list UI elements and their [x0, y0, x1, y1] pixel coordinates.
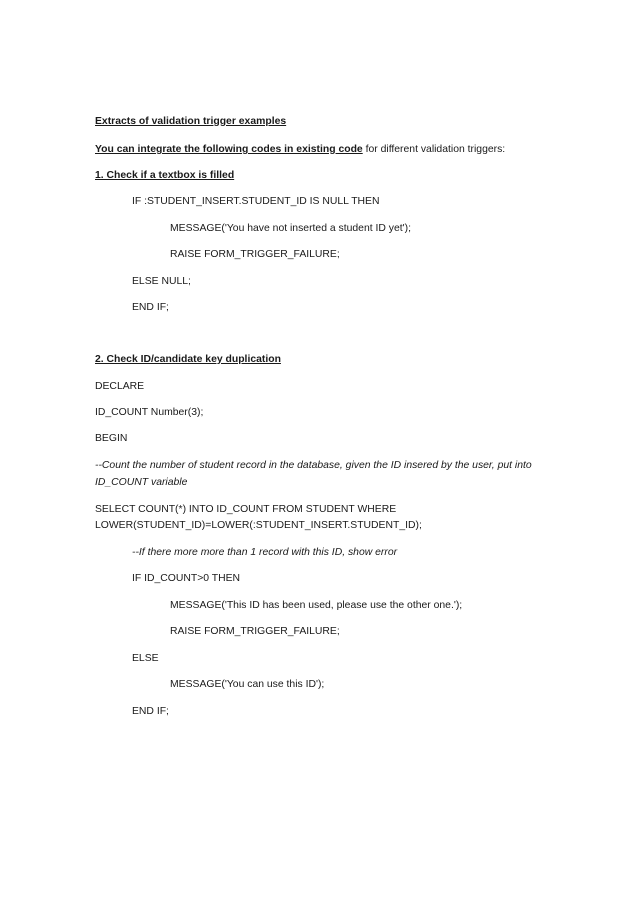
- code-line: RAISE FORM_TRIGGER_FAILURE;: [170, 249, 340, 260]
- code-comment: --If there more more than 1 record with this ID, show error: [132, 547, 398, 558]
- section1-heading: 1. Check if a textbox is filled: [95, 170, 235, 181]
- code-comment: ID_COUNT variable: [95, 477, 188, 488]
- section2-heading: 2. Check ID/candidate key duplication: [95, 354, 281, 365]
- code-line: LOWER(STUDENT_ID)=LOWER(:STUDENT_INSERT.STUDENT_ID);: [95, 520, 422, 531]
- code-line: DECLARE: [95, 381, 145, 392]
- code-line: IF ID_COUNT>0 THEN: [132, 573, 241, 584]
- code-comment: --Count the number of student record in the database, given the ID insered by the user, put into: [95, 460, 532, 471]
- intro-bold-text: You can integrate the following codes in existing code: [95, 144, 363, 155]
- code-line: SELECT COUNT(*) INTO ID_COUNT FROM STUDENT WHERE: [95, 504, 397, 515]
- code-line: ID_COUNT Number(3);: [95, 407, 204, 418]
- code-line: ELSE NULL;: [132, 276, 191, 287]
- code-line: END IF;: [132, 302, 169, 313]
- code-line: RAISE FORM_TRIGGER_FAILURE;: [170, 626, 340, 637]
- intro-paragraph: [95, 143, 505, 156]
- intro-rest-text: for different validation triggers:: [362, 144, 506, 155]
- code-line: END IF;: [132, 706, 169, 717]
- code-line: ELSE: [132, 653, 159, 664]
- code-line: BEGIN: [95, 433, 128, 444]
- code-line: MESSAGE('This ID has been used, please use the other one.');: [170, 600, 463, 611]
- code-line: IF :STUDENT_INSERT.STUDENT_ID IS NULL THEN: [132, 196, 380, 207]
- code-line: MESSAGE('You can use this ID');: [170, 679, 325, 690]
- document-title: Extracts of validation trigger examples: [95, 116, 287, 127]
- code-line: MESSAGE('You have not inserted a student ID yet');: [170, 223, 411, 234]
